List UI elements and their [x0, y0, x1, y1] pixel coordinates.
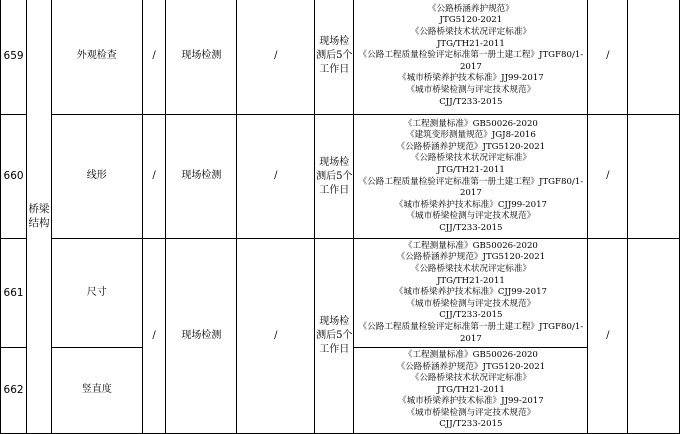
report-time: 现场检测后5个工作日: [315, 0, 354, 115]
table-row: [1, 239, 680, 348]
category-label: 桥梁结构: [28, 202, 50, 229]
empty-cell: [628, 239, 680, 434]
standard-line: 《公路桥涵养护规范》JTG5120-2021: [396, 252, 546, 263]
standards-cell: [354, 115, 588, 239]
standard-line: JTG5120-2021: [439, 15, 503, 26]
standards-cell: [354, 0, 588, 115]
standard-line: 《工程测量标准》GB50026-2020: [403, 240, 538, 251]
standard-line: JTG/TH21-2011: [436, 38, 505, 49]
cell-slash: /: [588, 115, 628, 239]
method-cell: 现场检测: [166, 115, 237, 239]
standard-line: 《公路工程质量检验评定标准第一册土建工程》JTGF80/1-2017: [358, 321, 584, 344]
table-row: [1, 0, 680, 115]
cell-slash: /: [588, 239, 628, 434]
cell-slash: /: [588, 0, 628, 115]
item-name: 竖直度: [51, 348, 142, 434]
cell-slash: /: [237, 0, 315, 115]
row-number: 661: [1, 239, 27, 348]
standard-line: CJJ/T233-2015: [439, 222, 503, 233]
standard-line: CJJ/T233-2015: [439, 419, 503, 430]
standard-line: 《城市桥梁检测与评定技术规范》: [406, 298, 536, 309]
standard-line: CJJ/T233-2015: [439, 310, 503, 321]
standard-line: 《公路工程质量检验评定标准第一册土建工程》JTGF80/1-2017: [358, 50, 584, 72]
report-time: 现场检测后5个工作日: [315, 239, 354, 434]
empty-cell: [628, 115, 680, 239]
standard-line: 《公路工程质量检验评定标准第一册土建工程》JTGF80/1-2017: [358, 176, 584, 199]
standard-line: 《城市桥梁养护技术标准》JJ99-2017: [398, 396, 544, 407]
standards-cell: [354, 239, 588, 348]
cell-slash: /: [142, 239, 166, 434]
category-cell: [27, 0, 52, 434]
standard-line: 《工程测量标准》GB50026-2020: [403, 349, 538, 360]
standard-line: 《公路桥涵养护规范》: [427, 3, 514, 14]
empty-cell: [628, 0, 680, 115]
standard-line: 《公路桥梁技术状况评定标准》: [410, 153, 532, 164]
standard-line: 《公路桥梁技术状况评定标准》: [410, 264, 532, 275]
cell-slash: /: [142, 115, 166, 239]
standard-line: 《公路桥涵养护规范》JTG5120-2021: [396, 141, 546, 152]
report-time: 现场检测后5个工作日: [315, 115, 354, 239]
method-cell: 现场检测: [166, 239, 237, 434]
item-name: 线形: [51, 115, 142, 239]
method-cell: 现场检测: [166, 0, 237, 115]
item-name: 尺寸: [51, 239, 142, 348]
standard-line: 《城市桥梁检测与评定技术规范》: [406, 84, 536, 95]
standard-line: 《建筑变形测量规范》JGJ8-2016: [405, 130, 536, 141]
standard-line: 《工程测量标准》GB50026-2020: [403, 118, 538, 129]
standard-line: JTG/TH21-2011: [436, 164, 505, 175]
standard-line: 《城市桥梁检测与评定技术规范》: [406, 211, 536, 222]
standard-line: 《城市桥梁养护技术标准》JJ99-2017: [398, 73, 544, 84]
item-name: 外观检查: [51, 0, 142, 115]
standard-line: 《公路桥梁技术状况评定标准》: [410, 27, 532, 38]
cell-slash: /: [142, 0, 166, 115]
standard-line: CJJ/T233-2015: [439, 96, 503, 107]
standard-line: JTG/TH21-2011: [436, 275, 505, 286]
standard-line: 《公路桥涵养护规范》JTG5120-2021: [396, 361, 546, 372]
row-number: 660: [1, 115, 27, 239]
standard-line: 《城市桥梁养护技术标准》CJJ99-2017: [394, 287, 548, 298]
cell-slash: /: [237, 239, 315, 434]
standard-line: JTG/TH21-2011: [436, 384, 505, 395]
table-row: [1, 115, 680, 239]
standard-line: 《城市桥梁检测与评定技术规范》: [406, 407, 536, 418]
standard-line: 《城市桥梁养护技术标准》CJJ99-2017: [394, 199, 548, 210]
standard-line: 《公路桥梁技术状况评定标准》: [410, 373, 532, 384]
cell-slash: /: [237, 115, 315, 239]
row-number: 662: [1, 348, 27, 434]
row-number: 659: [1, 0, 27, 115]
standards-cell: [354, 348, 588, 434]
